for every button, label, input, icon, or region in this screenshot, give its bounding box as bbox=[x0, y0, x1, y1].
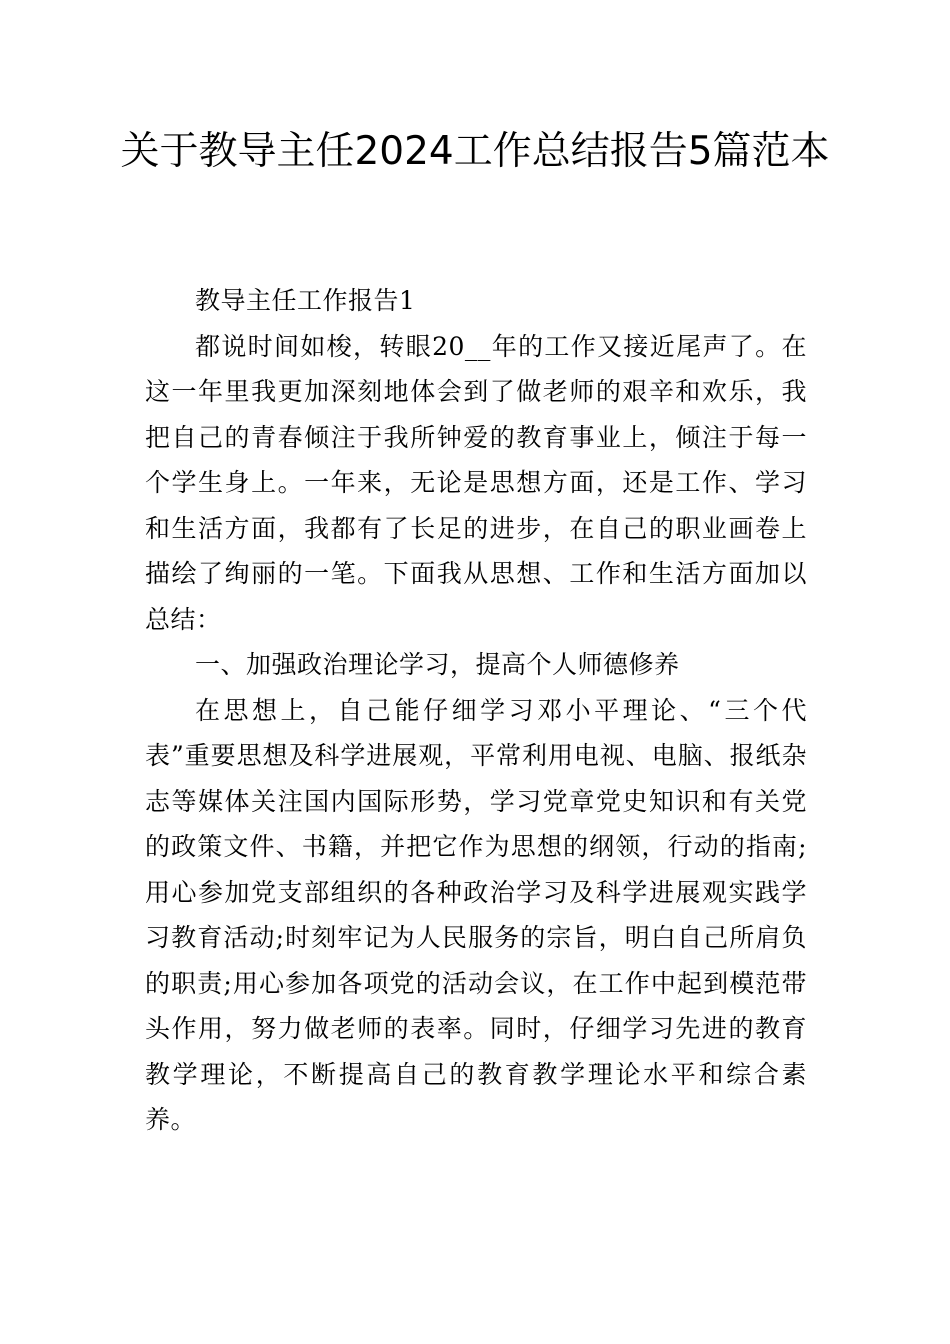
paragraph: 在思想上，自己能仔细学习邓小平理论、“三个代表”重要思想及科学进展观，平常利用电视、电脑、报纸杂志等媒体关注国内国际形势，学习党章党史知识和有关党的政策文件、书籍，并把它作为思想的纲领，行动的指南;用心参加党支部组织的各种政治学习及科学进展观实践学习教育活动;时刻牢记为人民服务的宗旨，明白自己所肩负的职责;用心参加各项党的活动会议，在工作中起到模范带头作用，努力做老师的表率。同时，仔细学习先进的教育教学理论，不断提高自己的教育教学理论水平和综合素养。 bbox=[145, 695, 807, 1134]
paragraph-heading: 教导主任工作报告1 bbox=[195, 286, 416, 315]
document-body bbox=[145, 278, 807, 1143]
paragraph: 都说时间如梭，转眼20__年的工作又接近尾声了。在这一年里我更加深刻地体会到了做老师的艰辛和欢乐，我把自己的青春倾注于我所钟爱的教育事业上，倾注于每一个学生身上。一年来，无论是思想方面，还是工作、学习和生活方面，我都有了长足的进步，在自己的职业画卷上描绘了绚丽的一笔。下面我从思想、工作和生活方面加以总结： bbox=[145, 331, 807, 634]
document-title: 关于教导主任2024工作总结报告5篇范本 bbox=[120, 129, 830, 174]
section-heading: 一、加强政治理论学习，提高个人师德修养 bbox=[195, 650, 680, 679]
